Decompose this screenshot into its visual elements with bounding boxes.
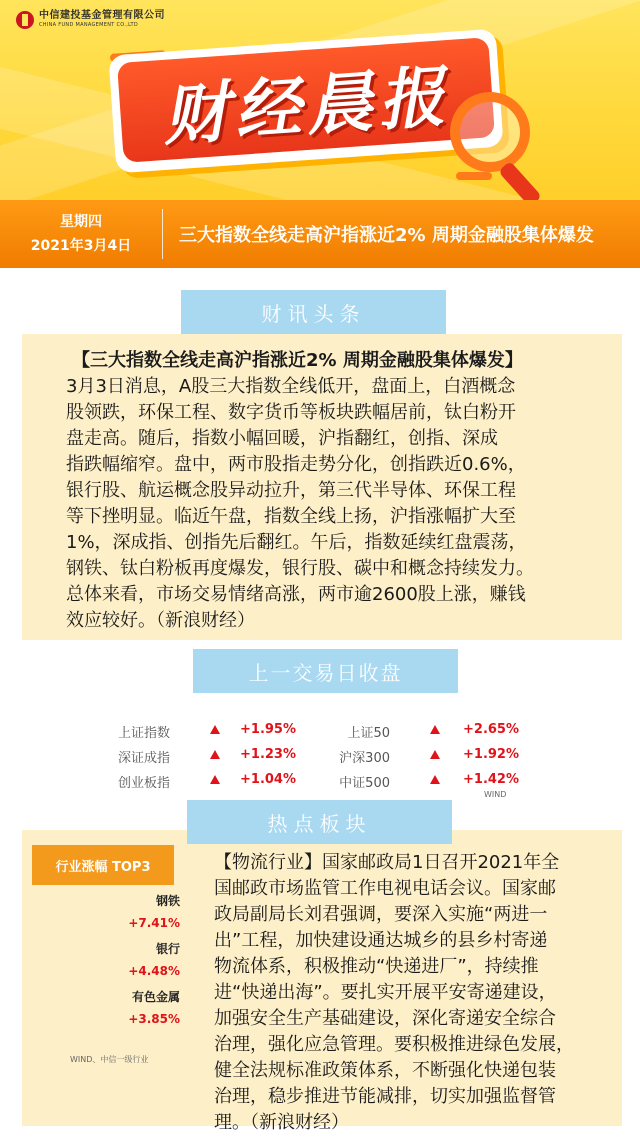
hot-line: 物流体系，积极推动“快递进厂”，持续推 [214, 956, 539, 977]
up-arrow-icon [430, 775, 440, 784]
index-name: 上证50 [347, 726, 390, 741]
news-body [66, 374, 614, 634]
index-name: 深证成指 [117, 751, 170, 766]
sector-name: 钢铁 [155, 894, 180, 908]
index-name: 上证指数 [117, 726, 170, 741]
logo-en-text: CHINA FUND MANAGEMENT CO.,LTD [39, 22, 138, 28]
strip-headline: 三大指数全线走高沪指涨近2% 周期金融股集体爆发 [179, 225, 594, 246]
weekday-label: 星期四 [60, 214, 102, 230]
news-line: 银行股、航运概念股异动拉升，第三代半导体、环保工程 [66, 480, 516, 501]
hot-line: 加强安全生产基础建设，深化寄递安全综合 [214, 1008, 556, 1029]
section-label-market: 上一交易日收盘 [193, 649, 458, 693]
index-change: +1.23% [240, 747, 296, 762]
news-box [22, 334, 622, 640]
index-change: +1.95% [240, 722, 296, 737]
hot-line: 治理，强化应急管理。要积极推进绿色发展， [214, 1034, 574, 1055]
date-label: 2021年3月4日 [30, 238, 132, 254]
hot-line: 进“快递出海”。要扎实开展平安寄递建设， [214, 982, 557, 1003]
up-arrow-icon [210, 725, 220, 734]
logo-mark-icon [16, 11, 34, 29]
index-name: 中证500 [339, 776, 390, 791]
sector-change: +3.85% [128, 1012, 180, 1026]
top3-list [32, 890, 180, 1034]
hot-line: 理。（新浪财经） [214, 1112, 349, 1133]
hot-line: 治理，稳步推进节能减排，切实加强监督管 [214, 1086, 556, 1107]
sector-change: +4.48% [128, 964, 180, 978]
hot-line: 健全法规标准政策体系，不断强化快递包装 [214, 1060, 556, 1081]
date-strip [0, 200, 640, 268]
news-line: 指跌幅缩窄。盘中，两市股指走势分化，创指跌近0.6%， [66, 454, 526, 475]
news-line: 等下挫明显。临近午盘，指数全线上扬，沪指涨幅扩大至 [66, 506, 516, 527]
news-line: 效应较好。（新浪财经） [66, 610, 255, 631]
news-line: 总体来看，市场交易情绪高涨，两市逾2600股上涨，赚钱 [66, 584, 526, 605]
index-name: 沪深300 [339, 751, 390, 766]
up-arrow-icon [430, 725, 440, 734]
top3-source: WIND、中信一级行业 [70, 1055, 149, 1064]
up-arrow-icon [430, 750, 440, 759]
news-line: 钢铁、钛白粉板再度爆发，银行股、碳中和概念持续发力。 [66, 558, 534, 579]
index-change: +2.65% [463, 722, 519, 737]
news-headline: 【三大指数全线走高沪指涨近2% 周期金融股集体爆发】 [72, 350, 523, 371]
up-arrow-icon [210, 750, 220, 759]
sector-change: +7.41% [128, 916, 180, 930]
news-line: 盘走高。随后，指数小幅回暖，沪指翻红，创指、深成 [66, 428, 498, 449]
news-line: 3月3日消息，A股三大指数全线低开，盘面上，白酒概念 [66, 376, 516, 397]
news-line: 股领跌，环保工程、数字货币等板块跌幅居前，钛白粉开 [66, 402, 516, 423]
hot-line: 【物流行业】国家邮政局1日召开2021年全 [214, 852, 560, 873]
hot-article [214, 850, 610, 1136]
section-label-hot: 热点板块 [187, 800, 452, 844]
hot-line: 出”工程，加快建设通达城乡的县乡村寄递 [214, 930, 548, 951]
sector-name: 有色金属 [131, 990, 180, 1004]
index-change: +1.92% [463, 747, 519, 762]
header-banner [0, 0, 640, 200]
hot-line: 国邮政市场监管工作电视电话会议。国家邮 [214, 878, 556, 899]
hot-line: 政局副局长刘君强调，要深入实施“两进一 [214, 904, 548, 925]
up-arrow-icon [210, 775, 220, 784]
page-title: 财经晨报 [160, 57, 453, 155]
date-block [0, 210, 162, 258]
news-line: 1%，深成指、创指先后翻红。午后，指数延续红盘震荡， [66, 532, 527, 553]
section-label-news: 财讯头条 [181, 290, 446, 334]
top3-badge: 行业涨幅 TOP3 [32, 845, 174, 885]
index-change: +1.42% [463, 772, 519, 787]
magnifier-icon [450, 92, 530, 172]
logo-cn-text: 中信建投基金管理有限公司 [39, 10, 165, 21]
index-name: 创业板指 [117, 776, 170, 791]
market-source: WIND [484, 790, 507, 799]
company-logo [16, 10, 165, 29]
index-change: +1.04% [240, 772, 296, 787]
sector-name: 银行 [155, 942, 180, 956]
